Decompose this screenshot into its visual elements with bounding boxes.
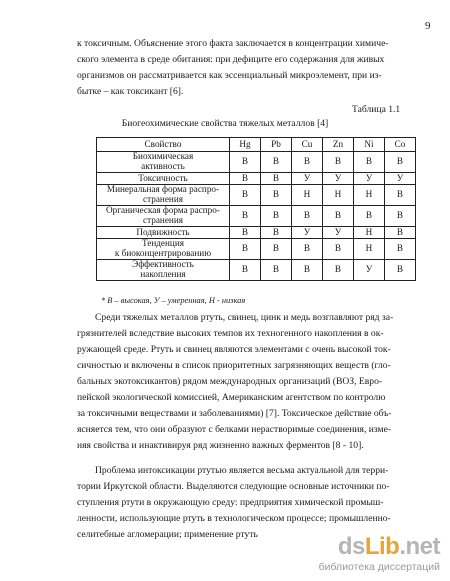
table-caption: Биогеохимические свойства тяжелых металлов [4]	[121, 118, 329, 129]
table-cell: В	[261, 173, 292, 185]
table-cell: В	[230, 260, 261, 281]
table-label: Таблица 1.1	[352, 104, 401, 115]
table-cell: Н	[323, 185, 354, 206]
property-name: Биохимическая активность	[97, 152, 230, 173]
table-cell: У	[354, 260, 385, 281]
table-header-cell: Co	[385, 138, 416, 152]
table-cell: У	[385, 173, 416, 185]
property-name: Органическая форма распро- странения	[97, 206, 230, 227]
properties-table	[96, 137, 416, 281]
table-cell: В	[230, 152, 261, 173]
text-line: пейской экологической комиссией, Американским агентством по контролю	[77, 392, 386, 403]
page-number: 9	[425, 20, 431, 32]
text-line: ружающей среде. Ртуть и свинец являются элементами с очень высокой ток-	[77, 344, 391, 355]
table-cell: В	[261, 152, 292, 173]
table-cell: У	[292, 227, 323, 239]
table-row	[97, 206, 416, 227]
watermark-subtitle: библиотека диссертаций	[318, 561, 440, 573]
table-cell: В	[261, 239, 292, 260]
property-name: Минеральная форма распро- странения	[97, 185, 230, 206]
table-cell: В	[323, 239, 354, 260]
text-line: ского элемента в среде обитания: при дефиците его содержания для живых	[77, 54, 385, 65]
text-line: Проблема интоксикации ртутью является весьма актуальной для терри-	[95, 465, 389, 476]
table-cell: В	[261, 206, 292, 227]
table-cell: В	[292, 206, 323, 227]
table-cell: У	[354, 173, 385, 185]
table-row	[97, 260, 416, 281]
table-header-cell: Pb	[261, 138, 292, 152]
table-cell: У	[323, 173, 354, 185]
table-header-cell: Свойство	[97, 138, 230, 152]
table-cell: Н	[354, 227, 385, 239]
table-cell: В	[230, 173, 261, 185]
table-cell: В	[292, 152, 323, 173]
property-name: Токсичность	[97, 173, 230, 185]
table-cell: В	[385, 260, 416, 281]
table-cell: В	[385, 239, 416, 260]
table-cell: В	[323, 260, 354, 281]
table-cell: В	[354, 152, 385, 173]
text-line: няя свойства и инактивируя ряд жизненно важных ферментов [8 - 10].	[77, 440, 364, 451]
table-row	[97, 152, 416, 173]
watermark-logo: dsLib.net	[337, 533, 440, 560]
text-line: за токсичными веществами и заболеваниями) [7]. Токсическое действие объ-	[77, 408, 392, 419]
paragraph-heavy-metals	[77, 310, 414, 454]
table-cell: У	[292, 173, 323, 185]
text-line: бальных экотоксикантов) рядом международных организаций (ВОЗ, Евро-	[77, 376, 383, 387]
text-line: ленности, использующие ртуть в технологическом процессе; промышленно-	[77, 513, 391, 524]
table-footnote: * В – высокая, У – умеренная, Н - низкая	[101, 296, 246, 305]
table-row	[97, 227, 416, 239]
paragraph-mercury	[77, 463, 414, 543]
table-header-cell: Zn	[323, 138, 354, 152]
property-name: Подвижность	[97, 227, 230, 239]
text-line: сичностью и включены в список приоритетных загрязняющих веществ (гло-	[77, 360, 391, 371]
table-row	[97, 185, 416, 206]
property-name: Тенденция к биоконцентрированию	[97, 239, 230, 260]
table-cell: В	[385, 152, 416, 173]
table-cell: В	[230, 206, 261, 227]
table-cell: В	[385, 227, 416, 239]
table-header-cell: Cu	[292, 138, 323, 152]
table-cell: Н	[354, 185, 385, 206]
table-header-row	[97, 138, 416, 152]
table-cell: В	[261, 260, 292, 281]
table-cell: В	[385, 185, 416, 206]
table-cell: В	[385, 206, 416, 227]
table-cell: У	[323, 227, 354, 239]
table-cell: В	[230, 227, 261, 239]
table-header-cell: Ni	[354, 138, 385, 152]
table-cell: В	[230, 185, 261, 206]
table-cell: Н	[292, 185, 323, 206]
table-cell: Н	[354, 239, 385, 260]
dslib-watermark	[268, 533, 444, 577]
table-row	[97, 239, 416, 260]
text-line: грязнителей вследствие высоких темпов их техногенного накопления в ок-	[77, 328, 384, 339]
text-line: к токсичным. Объяснение этого факта заключается в концентрации химиче-	[77, 38, 389, 49]
table-cell: В	[261, 185, 292, 206]
table-header-cell: Hg	[230, 138, 261, 152]
text-line: бытке – как токсикант [6].	[77, 86, 184, 97]
text-line: организмов он рассматривается как эссенциальный микроэлемент, при из-	[77, 70, 382, 81]
table-cell: В	[323, 206, 354, 227]
table-cell: В	[292, 260, 323, 281]
table-cell: В	[261, 227, 292, 239]
text-line: ясняется тем, что они образуют с белками нерастворимые соединения, изме-	[77, 424, 392, 435]
paragraph-intro	[77, 36, 414, 100]
table-cell: В	[323, 152, 354, 173]
table-cell: В	[354, 206, 385, 227]
table-cell: В	[292, 239, 323, 260]
text-line: селитебные агломерации; применение ртуть	[77, 529, 258, 540]
property-name: Эффективность накопления	[97, 260, 230, 281]
table-cell: В	[230, 239, 261, 260]
text-line: Среди тяжелых металлов ртуть, свинец, цинк и медь возглавляют ряд за-	[95, 312, 394, 323]
table-row	[97, 173, 416, 185]
text-line: тории Иркутской области. Выделяются следующие основные источники по-	[77, 481, 390, 492]
text-line: ступления ртути в окружающую среду: предприятия химической промыш-	[77, 497, 384, 508]
